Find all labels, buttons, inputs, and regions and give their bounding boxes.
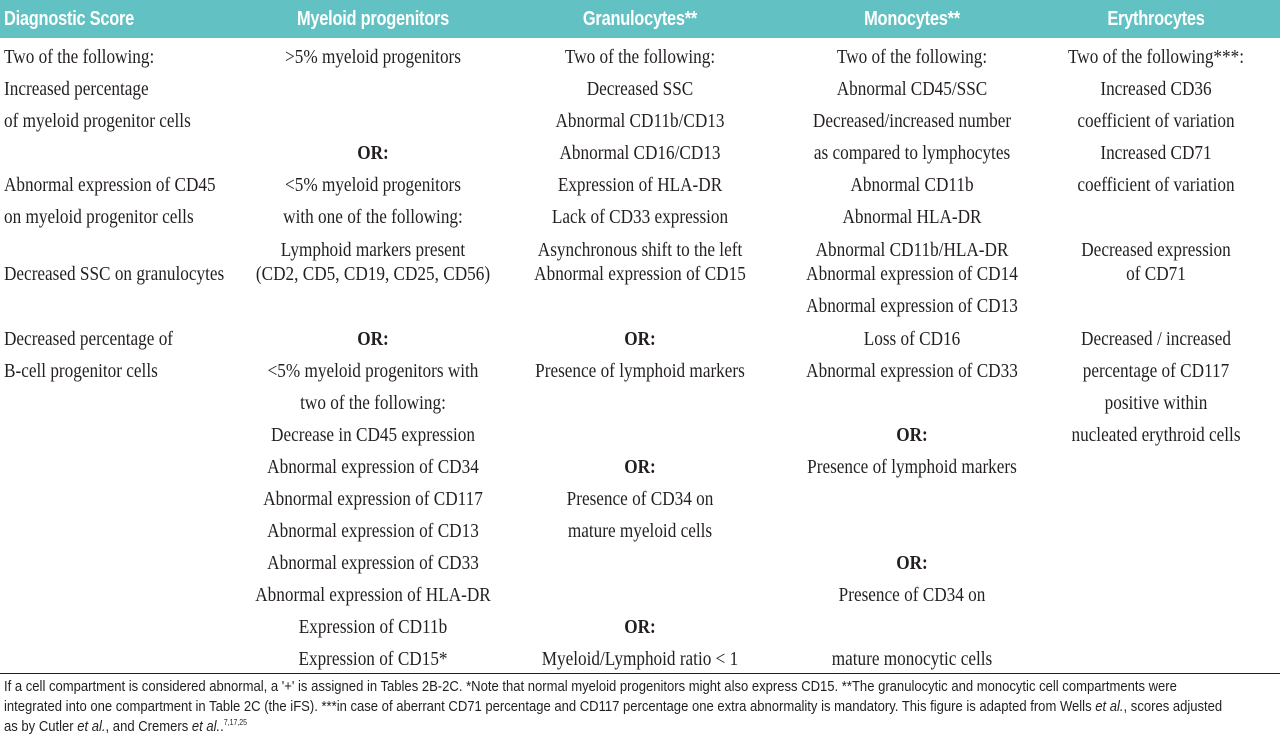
table-cell: of myeloid progenitor cells [4,110,191,132]
table-cell: Lymphoid markers present [280,239,466,261]
table-cell: percentage of CD117 [1082,360,1230,382]
table-cell: Decreased/increased number [812,110,1012,132]
table-cell: nucleated erythroid cells [1071,424,1241,446]
table-cell: Abnormal expression of CD34 [267,456,479,478]
table-header [0,0,1280,38]
header-myeloid-progenitors: Myeloid progenitors [296,8,450,30]
table-cell: Decrease in CD45 expression [271,424,475,446]
table-cell: coefficient of variation [1077,174,1235,196]
table-cell: Two of the following: [564,46,716,68]
table-cell: Abnormal HLA-DR [842,206,982,228]
footnote-et-al: et al. [1095,698,1124,715]
table-cell: Lack of CD33 expression [551,206,729,228]
table-cell: two of the following: [300,392,446,414]
table-cell: Decreased SSC [586,78,694,100]
header-diagnostic-score: Diagnostic Score [4,8,135,30]
or-label: OR: [357,328,389,350]
table-cell: Two of the following: [4,46,155,68]
table-cell: Abnormal expression of HLA-DR [255,584,491,606]
table-cell: Abnormal CD45/SSC [836,78,988,100]
table-cell: mature myeloid cells [567,520,713,542]
table-cell: Abnormal CD11b [850,174,974,196]
or-label: OR: [357,142,389,164]
table-cell: Two of the following***: [1067,46,1245,68]
table-cell: Presence of lymphoid markers [807,456,1017,478]
table-cell: Abnormal expression of CD14 [806,263,1018,285]
table-cell: positive within [1104,392,1208,414]
table-cell: Loss of CD16 [863,328,961,350]
footnote-text: , and Cremers [105,718,192,735]
table-cell: Two of the following: [836,46,988,68]
table-cell: Asynchronous shift to the left [537,239,743,261]
footnote-text: , scores adjusted as by Cutler [4,698,1223,735]
table-cell: Abnormal expression of CD33 [267,552,479,574]
table-cell: Abnormal expression of CD45 [4,174,216,196]
table-cell: B-cell progenitor cells [4,360,158,382]
table-cell: Presence of CD34 on [566,488,714,510]
or-label: OR: [624,328,656,350]
or-label: OR: [896,424,928,446]
or-label: OR: [624,456,656,478]
table-cell: Presence of lymphoid markers [535,360,745,382]
table-cell: Abnormal expression of CD117 [263,488,483,510]
table-cell: mature monocytic cells [831,648,993,670]
header-monocytes: Monocytes** [864,8,960,30]
table-cell: Decreased SSC on granulocytes [4,263,225,285]
footnote-references: 7,17,25 [223,718,248,727]
table-cell: Abnormal CD11b/HLA-DR [815,239,1009,261]
table-cell: Expression of HLA-DR [557,174,723,196]
table-cell: <5% myeloid progenitors with [267,360,479,382]
table-cell: with one of the following: [283,206,463,228]
table-cell: (CD2, CD5, CD19, CD25, CD56) [255,263,491,285]
table-cell: Increased CD36 [1100,78,1212,100]
table-cell: Decreased percentage of [4,328,174,350]
table-cell: >5% myeloid progenitors [285,46,461,68]
table-cell: on myeloid progenitor cells [4,206,194,228]
table-cell: Abnormal CD11b/CD13 [555,110,725,132]
table-footnote: If a cell compartment is considered abnormal, a '+' is assigned in Tables 2B-2C. *Note that normal myeloid progenitors might also express CD15. **The granulocytic and monocytic cell compartments were integrated into one compartment in Table 2C (the iFS). ***in case of aberrant CD71 percentage and CD117 percentage one extra abnormality is mandatory. This figure is adapted from Wells et al., scores adjusted as by Cutler et al., and Cremers et al..$^{7,17,25}$ [4,678,1223,735]
or-label: OR: [624,616,656,638]
table-cell: of CD71 [1126,263,1186,285]
table-cell: Abnormal expression of CD15 [534,263,746,285]
table-cell: <5% myeloid progenitors [285,174,461,196]
table-cell: Increased CD71 [1100,142,1212,164]
table-cell: Decreased expression [1081,239,1231,261]
table-cell: Increased percentage [4,78,149,100]
table-cell: Abnormal CD16/CD13 [559,142,721,164]
header-granulocytes: Granulocytes** [582,8,698,30]
footnote-et-al: et al. [77,718,106,735]
table-cell: as compared to lymphocytes [813,142,1011,164]
table-cell: Abnormal expression of CD33 [806,360,1018,382]
header-erythrocytes: Erythrocytes [1107,8,1205,30]
or-label: OR: [896,552,928,574]
table-cell: Abnormal expression of CD13 [267,520,479,542]
table-cell: Abnormal expression of CD13 [806,295,1018,317]
table-cell: Expression of CD11b [298,616,448,638]
table-cell: Presence of CD34 on [838,584,986,606]
footnote-et-al: et al. [191,718,221,735]
table-cell: Decreased / increased [1081,328,1231,350]
table-bottom-rule [0,673,1280,674]
table-cell: coefficient of variation [1077,110,1235,132]
footnote-text: If a cell compartment is considered abnormal, a '+' is assigned in Tables 2B-2C. *Note that normal myeloid progenitors might also express CD15. **The granulocytic and monocytic cell compartments were integrated into one compartment in Table 2C (the iFS). ***in case of aberrant CD71 percentage and CD117 percentage one extra abnormality is mandatory. This figure is adapted from Wells [4,678,1177,715]
table-cell: Myeloid/Lymphoid ratio < 1 [541,648,739,670]
table-cell: Expression of CD15* [298,648,448,670]
